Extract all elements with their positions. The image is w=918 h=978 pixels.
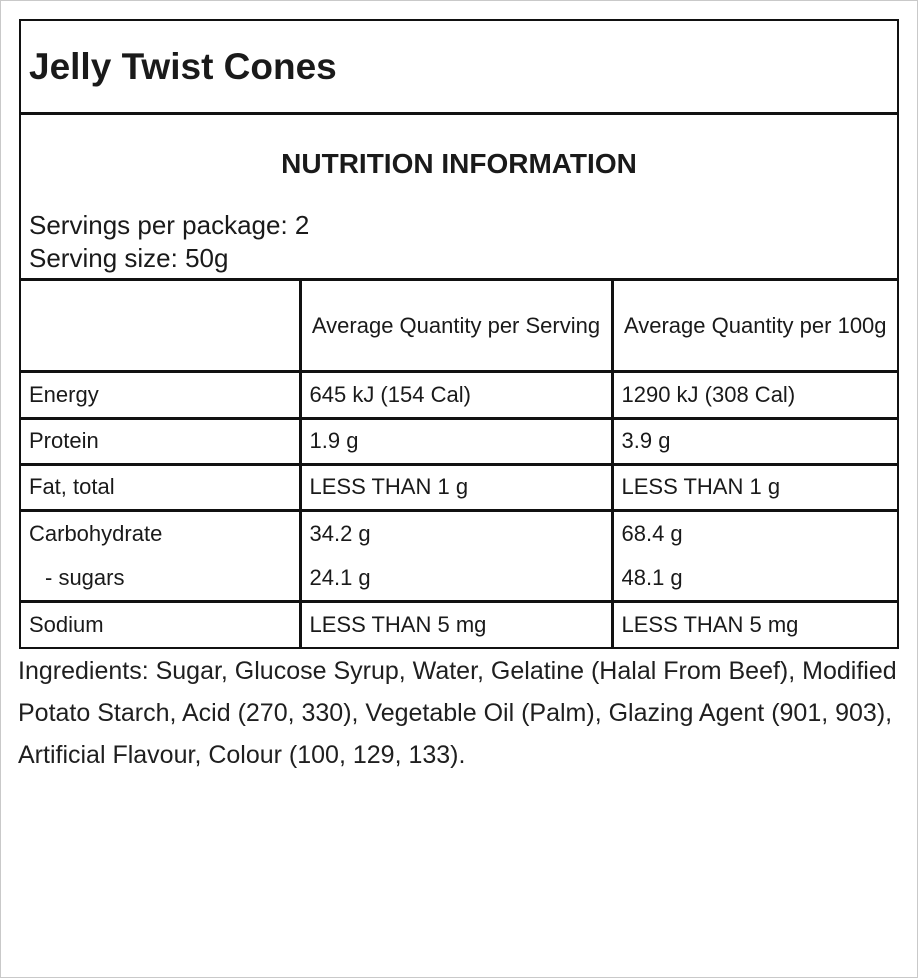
row-label: Fat, total [21, 464, 300, 510]
row-label: Carbohydrate [29, 520, 163, 546]
row-per-100g-sub: 48.1 g [621, 564, 683, 590]
table-header-row [21, 281, 897, 371]
row-per-serving: LESS THAN 1 g [300, 464, 612, 510]
row-per-serving-sub: 24.1 g [309, 564, 371, 590]
row-per-100g: LESS THAN 1 g [612, 464, 897, 510]
row-per-serving-group [300, 510, 612, 601]
table-row [21, 464, 897, 510]
table-row [21, 601, 897, 647]
row-sublabel: - sugars [45, 564, 125, 590]
header-per-serving: Average Quantity per Serving [300, 281, 612, 371]
nutrition-panel [19, 19, 899, 649]
serving-size: Serving size: 50g [29, 243, 229, 273]
servings-block [29, 209, 309, 275]
row-per-100g: 68.4 g [621, 520, 683, 546]
nutrition-heading: NUTRITION INFORMATION [281, 148, 637, 179]
row-per-100g: 1290 kJ (308 Cal) [612, 371, 897, 418]
row-label-group [21, 510, 300, 601]
servings-per-package: Servings per package: 2 [29, 210, 310, 240]
serving-info [21, 115, 897, 281]
row-per-serving: LESS THAN 5 mg [300, 601, 612, 647]
table-row [21, 418, 897, 464]
product-title: Jelly Twist Cones [29, 45, 337, 87]
row-per-serving: 645 kJ (154 Cal) [300, 371, 612, 418]
nutrition-table [21, 281, 897, 647]
title-row [21, 21, 897, 115]
row-per-serving: 1.9 g [300, 418, 612, 464]
row-label: Protein [21, 418, 300, 464]
row-per-100g: LESS THAN 5 mg [621, 611, 799, 637]
row-per-100g-group [612, 510, 897, 601]
row-label: Sodium [21, 601, 300, 647]
table-row [21, 371, 897, 418]
table-row [21, 510, 897, 601]
row-label: Energy [21, 371, 300, 418]
header-per-100g: Average Quantity per 100g [612, 281, 897, 371]
row-per-100g: 3.9 g [612, 418, 897, 464]
ingredients-text: Ingredients: Sugar, Glucose Syrup, Water, Gelatine (Halal From Beef), Modified Potato Starch, Acid (270, 330), Vegetable Oil (Palm), Glazing Agent (901, 903), Artificial Flavour, Colour (100, 129, 133). [18, 657, 897, 769]
header-blank [21, 281, 300, 371]
row-per-serving: 34.2 g [309, 520, 371, 546]
